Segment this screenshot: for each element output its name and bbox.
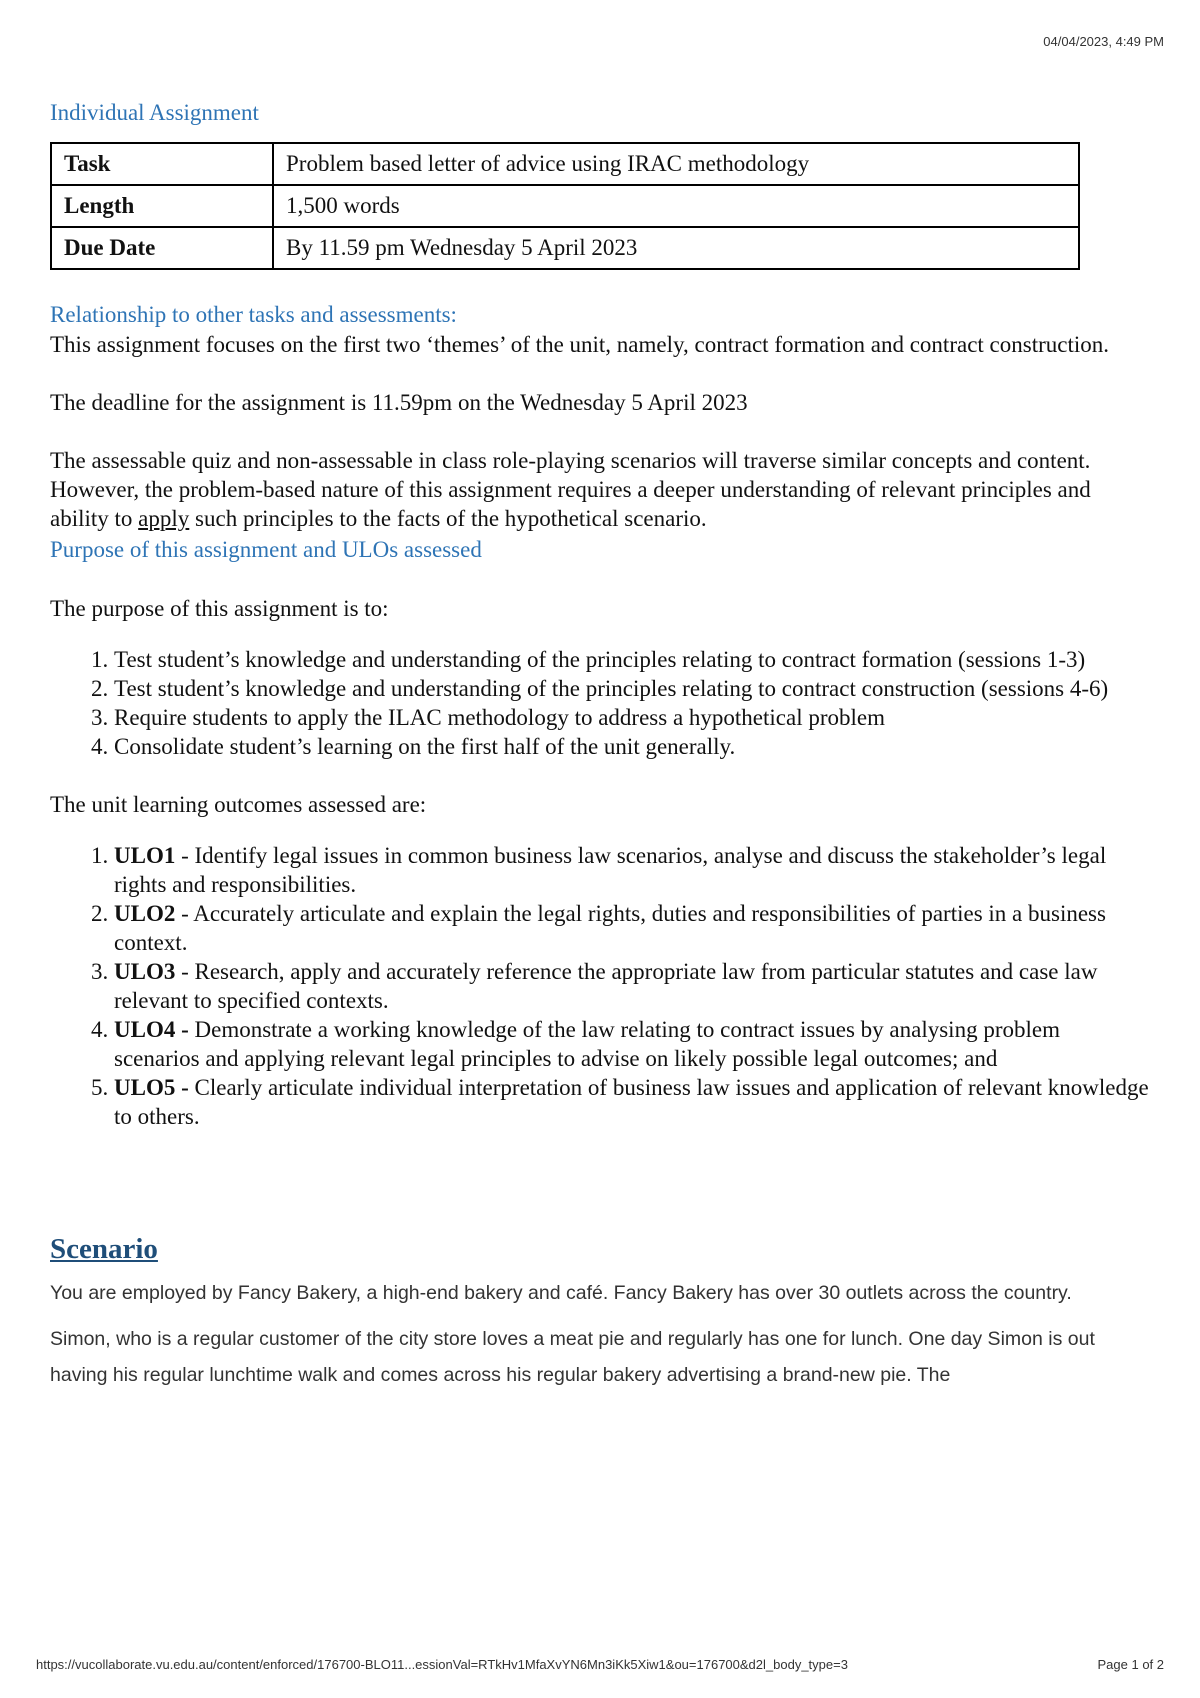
- ulo-code: ULO2: [114, 901, 176, 926]
- list-item: [114, 957, 1150, 1015]
- purpose-list: [50, 645, 1150, 761]
- list-item: 2. Test student’s knowledge and understanding of the principles relating to contract construction (sessions 4-6): [114, 674, 1150, 703]
- list-item: [114, 1015, 1150, 1073]
- purpose-intro: The purpose of this assignment is to:: [50, 596, 389, 621]
- page-title: Individual Assignment: [50, 100, 259, 125]
- paragraph-text: such principles to the facts of the hypothetical scenario.: [189, 506, 707, 531]
- emphasis-apply: apply: [138, 506, 190, 531]
- table-label: Due Date: [51, 227, 273, 269]
- scenario-paragraph-1: You are employed by Fancy Bakery, a high-end bakery and café. Fancy Bakery has over 30 outlets across the country.: [50, 1282, 1072, 1304]
- purpose-heading: Purpose of this assignment and ULOs assessed: [50, 537, 482, 562]
- assignment-info-table: [50, 142, 1080, 270]
- deadline-paragraph: The deadline for the assignment is 11.59pm on the Wednesday 5 April 2023: [50, 390, 748, 415]
- ulo-code: ULO1: [114, 843, 176, 868]
- table-label: Length: [51, 185, 273, 227]
- table-row: [51, 227, 1079, 269]
- ulo-code: ULO3: [114, 959, 176, 984]
- table-row: [51, 143, 1079, 185]
- ulo-list: [50, 841, 1150, 1131]
- page-number: Page 1 of 2: [1097, 1657, 1164, 1672]
- table-label: Task: [51, 143, 273, 185]
- ulo-text: - Research, apply and accurately reference the appropriate law from particular statutes and case law relevant to specified contexts.: [114, 959, 1098, 1013]
- relationship-paragraph-1: This assignment focuses on the first two ‘themes’ of the unit, namely, contract formation and contract construction.: [50, 332, 1109, 357]
- list-item: 1. Test student’s knowledge and understanding of the principles relating to contract formation (sessions 1-3): [114, 645, 1150, 674]
- paragraph-text: The assessable quiz and non-assessable in class role-playing scenarios will traverse similar concepts and content. However, the problem-based nature of this assignment requires a deeper understanding of relevant principles and ability to: [50, 448, 1091, 531]
- ulo-text: - Identify legal issues in common business law scenarios, analyse and discuss the stakeholder’s legal rights and responsibilities.: [114, 843, 1107, 897]
- table-value: By 11.59 pm Wednesday 5 April 2023: [273, 227, 1079, 269]
- list-item: 4. Consolidate student’s learning on the first half of the unit generally.: [114, 732, 1150, 761]
- relationship-paragraph-3: [50, 446, 1150, 533]
- table-value: 1,500 words: [273, 185, 1079, 227]
- table-value: Problem based letter of advice using IRAC methodology: [273, 143, 1079, 185]
- list-item: [114, 1073, 1150, 1131]
- scenario-paragraph-2: Simon, who is a regular customer of the city store loves a meat pie and regularly has one for lunch. One day Simon is out having his regular lunchtime walk and comes across his regular bakery advertising a brand-new pie. The: [50, 1328, 1095, 1386]
- ulo-text: - Accurately articulate and explain the legal rights, duties and responsibilities of parties in a business context.: [114, 901, 1106, 955]
- ulo-text: Demonstrate a working knowledge of the law relating to contract issues by analysing problem scenarios and applying relevant legal principles to advise on likely possible legal outcomes; and: [114, 1017, 1060, 1071]
- list-item: [114, 841, 1150, 899]
- footer-url: https://vucollaborate.vu.edu.au/content/enforced/176700-BLO11...essionVal=RTkHv1MfaXvYN6Mn3iKk5Xiw1&ou=176700&d2l_body_type=3: [36, 1657, 848, 1672]
- ulo-code: ULO4 -: [114, 1017, 189, 1042]
- list-item: 3. Require students to apply the ILAC methodology to address a hypothetical problem: [114, 703, 1150, 732]
- list-item: [114, 899, 1150, 957]
- ulo-intro: The unit learning outcomes assessed are:: [50, 792, 427, 817]
- scenario-title: Scenario: [50, 1233, 158, 1265]
- print-timestamp: 04/04/2023, 4:49 PM: [1043, 34, 1164, 49]
- document-body: [50, 98, 1150, 1393]
- ulo-code: ULO5 -: [114, 1075, 189, 1100]
- relationship-heading: Relationship to other tasks and assessments:: [50, 302, 457, 327]
- ulo-text: Clearly articulate individual interpretation of business law issues and application of relevant knowledge to others.: [114, 1075, 1149, 1129]
- print-footer: [36, 1657, 1164, 1672]
- table-row: [51, 185, 1079, 227]
